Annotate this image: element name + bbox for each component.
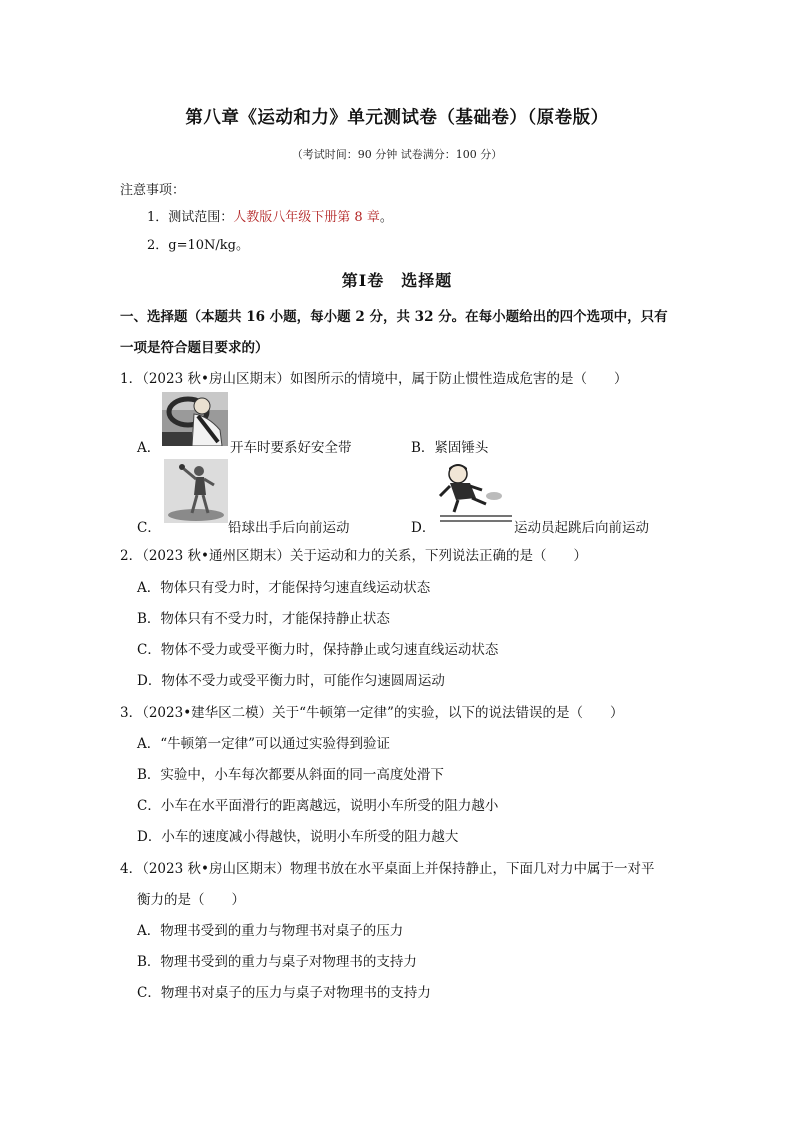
long-jump-illustration xyxy=(436,460,512,524)
question-3-option-a: A．“牛顿第一定律”可以通过实验得到验证 xyxy=(137,736,391,752)
seatbelt-driver-illustration xyxy=(162,392,228,446)
question-2-option-c: C．物体不受力或受平衡力时，保持静止或匀速直线运动状态 xyxy=(137,642,499,658)
question-4-option-c: C．物理书对桌子的压力与桌子对物理书的支持力 xyxy=(137,985,431,1001)
notice-item-1-highlight: 人教版八年级下册第 8 章 xyxy=(233,210,380,225)
shot-put-illustration xyxy=(164,459,228,523)
question-1-option-d-text: 运动员起跳后向前运动 xyxy=(514,520,649,536)
notice-item-1 xyxy=(147,206,393,225)
part-heading-line-2: 一项是符合题目要求的） xyxy=(120,340,269,356)
question-2-stem: 2．（2023 秋•通州区期末）关于运动和力的关系，下列说法正确的是（ ） xyxy=(120,548,587,564)
question-1-option-d-letter: D． xyxy=(411,520,436,536)
question-3-option-d: D．小车的速度减小得越快，说明小车所受的阻力越大 xyxy=(137,829,459,845)
long-jump-image xyxy=(436,460,512,524)
question-2-option-d: D．物体不受力或受平衡力时，可能作匀速圆周运动 xyxy=(137,673,445,689)
question-4-option-b: B．物理书受到的重力与桌子对物理书的支持力 xyxy=(137,954,417,970)
question-4-stem-line-2: 衡力的是（ ） xyxy=(137,892,245,908)
question-1-option-b-letter: B． xyxy=(411,440,435,456)
question-2-option-a: A．物体只有受力时，才能保持匀速直线运动状态 xyxy=(137,580,431,596)
exam-info: （考试时间：90 分钟 试卷满分：100 分） xyxy=(291,148,503,161)
section-title: 第Ⅰ卷 选择题 xyxy=(341,271,453,290)
page-title: 第八章《运动和力》单元测试卷（基础卷）（原卷版） xyxy=(185,108,609,128)
shot-put-image xyxy=(164,459,228,523)
question-1-option-b xyxy=(411,436,488,456)
question-4-stem-line-1: 4．（2023 秋•房山区期末）物理书放在水平桌面上并保持静止，下面几对力中属于一对平 xyxy=(120,861,655,877)
notice-item-1-suffix: 。 xyxy=(379,210,393,225)
question-1-option-a-text: 开车时要系好安全带 xyxy=(230,440,352,456)
notice-item-1-prefix: 1．测试范围： xyxy=(147,210,234,225)
question-2-option-b: B．物体只有不受力时，才能保持静止状态 xyxy=(137,611,390,627)
question-1-option-b-text: 紧固锤头 xyxy=(434,440,489,456)
question-1-stem: 1．（2023 秋•房山区期末）如图所示的情境中，属于防止惯性造成危害的是（ ） xyxy=(120,371,628,387)
question-1-option-c-text: 铅球出手后向前运动 xyxy=(228,520,350,536)
question-1-option-a-letter: A． xyxy=(137,440,161,456)
question-3-stem: 3．（2023•建华区二模）关于“牛顿第一定律”的实验，以下的说法错误的是（ ） xyxy=(120,705,624,721)
question-4-option-a: A．物理书受到的重力与物理书对桌子的压力 xyxy=(137,923,404,939)
seatbelt-driver-image xyxy=(162,392,228,446)
notice-item-2: 2．g=10N/kg。 xyxy=(147,238,249,253)
part-heading-line-1: 一、选择题（本题共 16 小题，每小题 2 分，共 32 分。在每小题给出的四个选项中，只有 xyxy=(120,309,668,325)
question-3-option-c: C．小车在水平面滑行的距离越远，说明小车所受的阻力越小 xyxy=(137,798,499,814)
question-3-option-b: B．实验中，小车每次都要从斜面的同一高度处滑下 xyxy=(137,767,444,783)
notice-heading: 注意事项： xyxy=(120,183,186,198)
question-1-option-c-letter: C． xyxy=(137,520,161,536)
